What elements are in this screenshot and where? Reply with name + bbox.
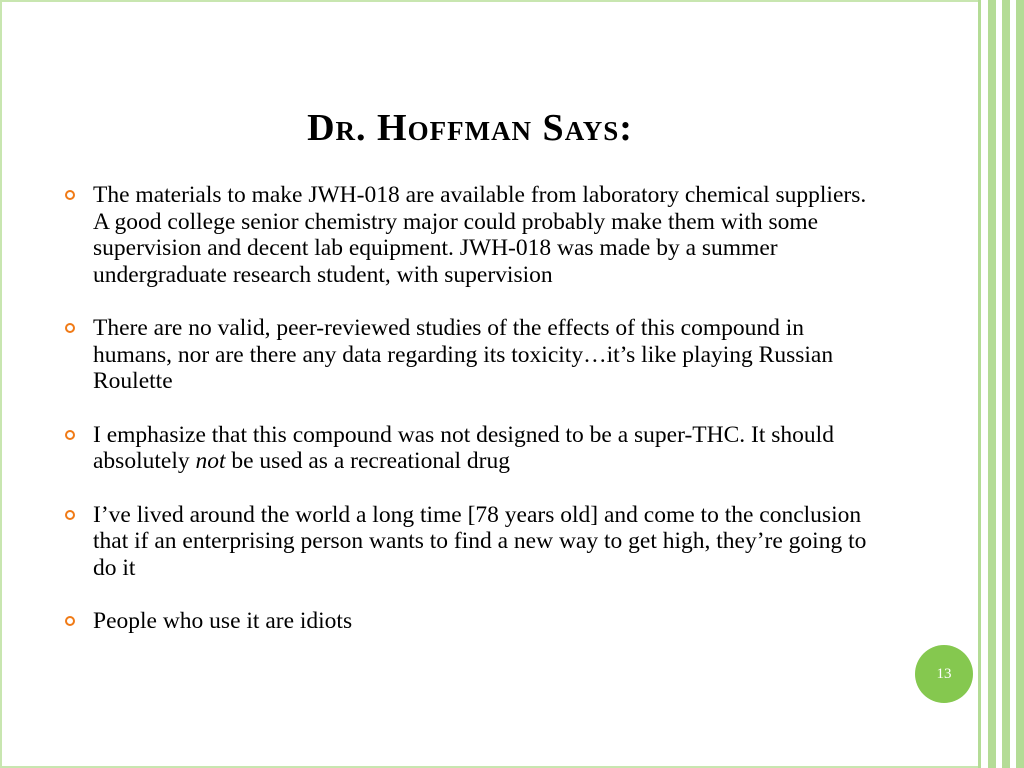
- bullet-item: [62, 422, 882, 475]
- page-number-badge: 13: [915, 645, 973, 703]
- bullet-circle-icon: [65, 616, 75, 626]
- bullet-circle-icon: [65, 510, 75, 520]
- bullet-text: I’ve lived around the world a long time [78 years old] and come to the conclusion that if an enterprising person wants to find a new way to get high, they’re going to do it: [93, 501, 867, 581]
- bullet-circle-icon: [65, 190, 75, 200]
- bullet-list: [62, 182, 882, 662]
- side-stripe-gap: [981, 0, 988, 768]
- bullet-text: The materials to make JWH-018 are available from laboratory chemical suppliers. A good college senior chemistry major could probably make them with some supervision and decent lab equipment. JWH-018 was made by a summer undergraduate research student, with supervision: [93, 182, 867, 288]
- bullet-item: [62, 608, 882, 635]
- bullet-item: [62, 182, 882, 288]
- bullet-text-before: I emphasize that this compound was not designed to be a super-THC. It should absolutely: [93, 421, 834, 474]
- bullet-item: [62, 502, 882, 582]
- bullet-circle-icon: [65, 430, 75, 440]
- bullet-text: People who use it are idiots: [93, 608, 353, 634]
- side-stripe: [1016, 0, 1024, 768]
- bullet-text: There are no valid, peer-reviewed studies of the effects of this compound in humans, nor are there any data regarding its toxicity…it’s like playing Russian Roulette: [93, 315, 834, 394]
- side-stripe: [1002, 0, 1010, 768]
- slide-title: Dr. Hoffman Says:: [307, 107, 633, 149]
- bullet-item: [62, 315, 882, 395]
- slide-frame-top: [0, 0, 978, 2]
- bullet-text-after: be used as a recreational drug: [225, 448, 510, 474]
- bullet-circle-icon: [65, 323, 75, 333]
- side-stripe: [988, 0, 996, 768]
- bullet-text-emphasis: not: [195, 448, 226, 474]
